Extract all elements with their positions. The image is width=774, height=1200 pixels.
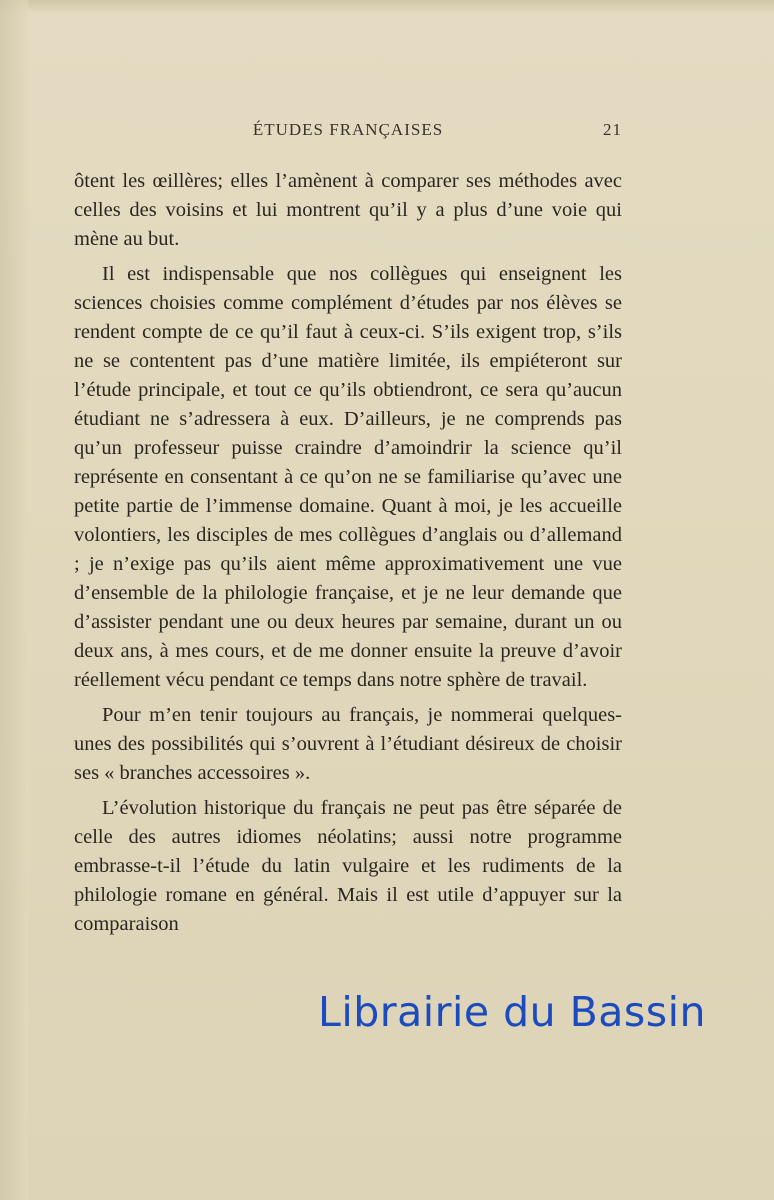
paragraph: ôtent les œillères; elles l’amènent à comparer ses méthodes avec celles des voisins et lui montrent qu’il y a plus d’une voie qui mène au but. <box>74 170 622 250</box>
watermark: Librairie du Bassin <box>318 988 707 1036</box>
body-text <box>74 167 622 945</box>
page-top-edge <box>0 0 774 12</box>
page-left-edge <box>0 0 28 1200</box>
paragraph: Il est indispensable que nos collègues qui enseignent les sciences choisies comme complément d’études par nos élèves se rendent compte de ce qu’il faut à ceux-ci. S’ils exigent trop, s’ils ne se contentent pas d’une matière limitée, ils empiéteront sur l’étude principale, et tout ce qu’ils obtiendront, ce sera qu’aucun étudiant ne s’adressera à eux. D’ailleurs, je ne comprends pas qu’un professeur puisse craindre d’amoindrir la science qu’il représente en consentant à ce qu’on ne se familiarise qu’avec une petite partie de l’immense domaine. Quant à moi, je les accueille volontiers, les disciples de mes collègues d’anglais ou d’allemand ; je n’exige pas qu’ils aient même approximativement une vue d’ensemble de la philologie française, et je ne leur demande que d’assister pendant une ou deux heures par semaine, durant un ou deux ans, à mes cours, et de me donner ensuite la preuve d’avoir réellement vécu pendant ce temps dans notre sphère de travail. <box>74 263 622 691</box>
page-header <box>74 120 622 144</box>
page-number: 21 <box>603 120 622 139</box>
running-title: ÉTUDES FRANÇAISES <box>252 120 444 139</box>
paragraph: L’évolution historique du français ne peut pas être séparée de celle des autres idiomes néolatins; aussi notre programme embrasse-t-il l’étude du latin vulgaire et les rudiments de la philologie romane en général. Mais il est utile d’appuyer sur la comparaison <box>74 797 622 935</box>
paragraph: Pour m’en tenir toujours au français, je nommerai quelques-unes des possibilités qui s’ouvrent à l’étudiant désireux de choisir ses « branches accessoires ». <box>74 704 622 784</box>
